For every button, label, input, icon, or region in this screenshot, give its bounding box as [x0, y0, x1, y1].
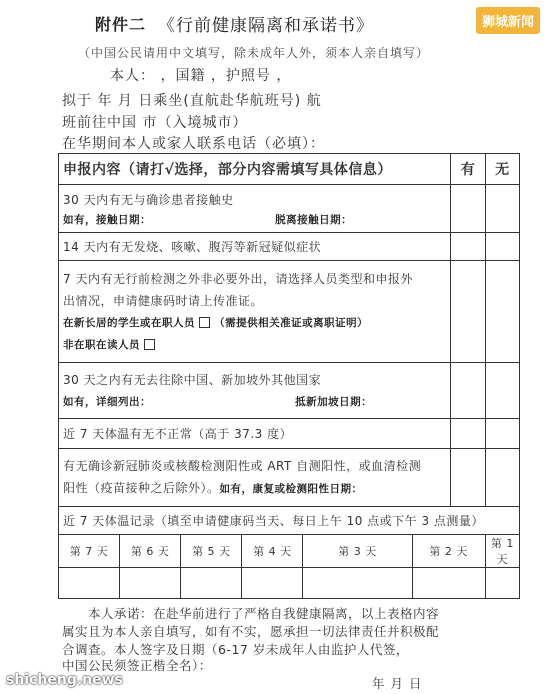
- table-row: [59, 507, 520, 535]
- day-7-label: 第 7 天: [59, 535, 120, 568]
- document-title: 《行前健康隔离和承诺书》: [158, 16, 374, 36]
- check-no-cell[interactable]: [485, 261, 519, 363]
- pledge-line-4: 中国公民须签正楷全名）：: [62, 658, 212, 673]
- row-text: 30 天之内有无去往除中国、新加坡外其他国家: [63, 372, 322, 387]
- travel-detail-label: 如有，详细列出：: [63, 395, 151, 408]
- check-no-cell[interactable]: [485, 233, 519, 261]
- intro-line-name: 本人： ，国籍 ，护照号 ，: [110, 68, 292, 84]
- header-content: 申报内容（请打√选择，部分内容需填写具体信息）: [59, 154, 451, 185]
- header-no: 无: [485, 154, 519, 185]
- day-6-value[interactable]: [120, 568, 181, 599]
- day-4-value[interactable]: [242, 568, 303, 599]
- contact-date-label: 如有，接触日期：: [63, 213, 151, 226]
- day-5-value[interactable]: [181, 568, 242, 599]
- recovery-date-label: 如有，康复或检测阳性日期：: [219, 483, 363, 495]
- table-header-row: [59, 154, 520, 185]
- declaration-table: [58, 153, 520, 599]
- day-7-value[interactable]: [59, 568, 120, 599]
- intro-line-flight: 拟于 年 月 日乘坐(直航赴华航班号) 航: [62, 93, 322, 109]
- day-6-label: 第 6 天: [120, 535, 181, 568]
- intro-line-phone: 在华期间本人或家人联系电话（必填）：: [62, 136, 325, 152]
- row-temperature: 近 7 天体温有无不正常（高于 37.3 度）: [59, 419, 451, 449]
- row-text: 阳性（疫苗接种之后除外）。: [63, 481, 220, 495]
- option-student-worker: 在新长居的学生或在职人员: [63, 316, 195, 329]
- table-row: [59, 185, 520, 233]
- watermark: shicheng.news: [6, 672, 123, 688]
- day-2-value[interactable]: [412, 568, 485, 599]
- row-text: 有无确诊新冠肺炎或核酸检测阳性或 ART 自测阳性，或血清检测: [63, 459, 422, 473]
- day-5-label: 第 5 天: [181, 535, 242, 568]
- check-yes-cell[interactable]: [451, 363, 485, 419]
- check-yes-cell[interactable]: [451, 233, 485, 261]
- attachment-label: 附件二: [95, 15, 147, 34]
- table-row: [59, 363, 520, 419]
- row-text: 7 天内有无行前检测之外非必要外出，请选择人员类型和申报外: [63, 271, 413, 286]
- row-contact-history: [59, 185, 451, 233]
- checkbox-icon[interactable]: [144, 339, 155, 350]
- table-row: [59, 261, 520, 363]
- option-non-worker: 非在职在读人员: [63, 338, 140, 351]
- check-no-cell[interactable]: [485, 419, 519, 449]
- row-text: 出情况，申请健康码时请上传准证。: [63, 293, 264, 308]
- check-no-cell[interactable]: [485, 185, 519, 233]
- row-travel: [59, 363, 451, 419]
- pledge-line-1: 本人承诺：在赴华前进行了严格自我健康隔离，以上表格内容: [88, 606, 440, 621]
- table-row: [59, 233, 520, 261]
- header-yes: 有: [451, 154, 485, 185]
- check-yes-cell[interactable]: [451, 419, 485, 449]
- row-symptoms: 14 天内有无发烧、咳嗽、腹泻等新冠疑似症状: [59, 233, 451, 261]
- table-row: [59, 449, 520, 507]
- signature-date: 年 月 日: [372, 676, 423, 691]
- check-yes-cell[interactable]: [451, 449, 485, 507]
- checkbox-icon[interactable]: [199, 317, 210, 328]
- pledge-line-2: 属实且为本人亲自填写，如有不实，愿承担一切法律责任并积极配: [62, 624, 440, 639]
- day-3-label: 第 3 天: [303, 535, 412, 568]
- day-3-value[interactable]: [303, 568, 412, 599]
- day-2-label: 第 2 天: [412, 535, 485, 568]
- day-value-row: [59, 568, 520, 599]
- leave-contact-date-label: 脱离接触日期：: [275, 213, 353, 226]
- pledge-line-3: 合调查。本人签字及日期（6-17 岁未成年人由监护人代签，: [62, 642, 409, 657]
- check-yes-cell[interactable]: [451, 261, 485, 363]
- day-1-label: 第 1 天: [485, 535, 519, 568]
- day-header-row: [59, 535, 520, 568]
- day-1-value[interactable]: [485, 568, 519, 599]
- intro-note: （中国公民请用中文填写，除未成年人外，须本人亲自填写）: [78, 46, 430, 60]
- check-yes-cell[interactable]: [451, 185, 485, 233]
- row-outings: [59, 261, 451, 363]
- option-note: （需提供相关准证或离职证明）: [214, 316, 369, 329]
- row-positive-test: [59, 449, 451, 507]
- day-4-label: 第 4 天: [242, 535, 303, 568]
- check-no-cell[interactable]: [485, 449, 519, 507]
- table-row: [59, 419, 520, 449]
- row-temperature-record: 近 7 天体温记录（填至申请健康码当天、每日上午 10 点或下午 3 点测量）: [59, 507, 520, 535]
- row-text: 30 天内有无与确诊患者接触史: [63, 192, 234, 207]
- check-no-cell[interactable]: [485, 363, 519, 419]
- arrival-date-label: 抵新加坡日期：: [295, 395, 373, 408]
- site-logo: 狮城新闻: [476, 7, 540, 34]
- intro-line-city: 班前往中国 市（入境城市）: [62, 115, 248, 131]
